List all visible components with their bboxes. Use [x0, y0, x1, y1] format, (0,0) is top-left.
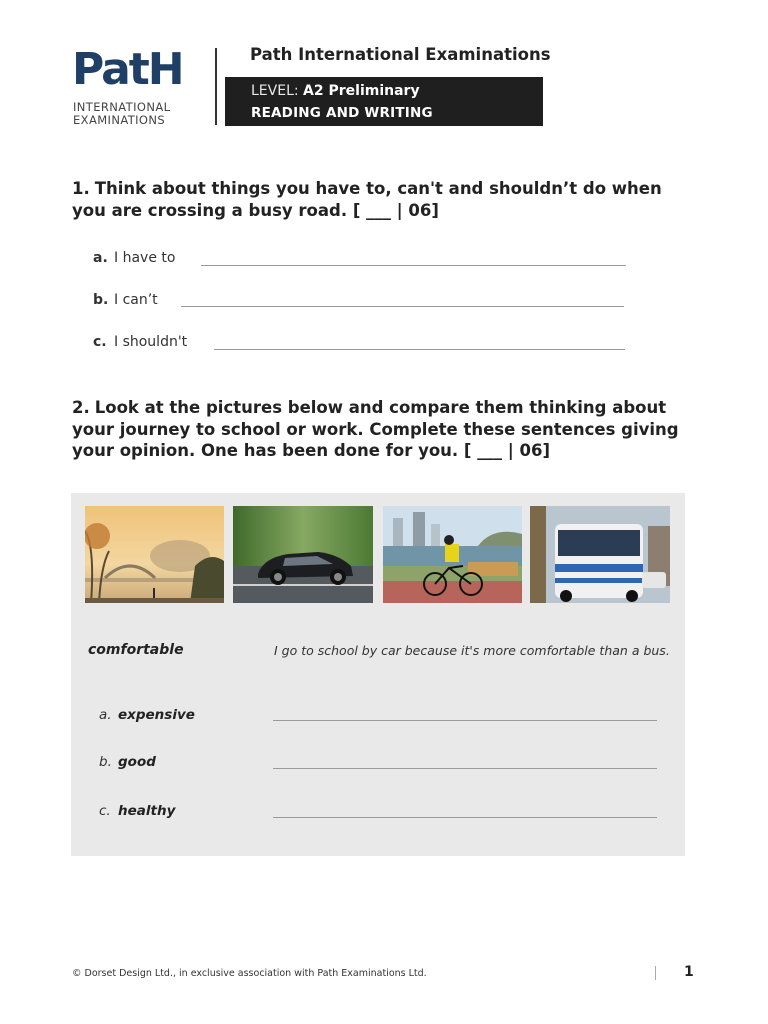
item-prompt: I have to [114, 250, 176, 266]
bicycle-photo [383, 506, 522, 603]
footer-copyright: © Dorset Design Ltd., in exclusive association with Path Examinations Ltd. [72, 968, 427, 979]
item-word: good [118, 754, 156, 770]
question-1-item-c [93, 334, 187, 350]
logo-sub-line-1: INTERNATIONAL [73, 100, 171, 114]
question-2-panel [71, 493, 685, 856]
item-letter: a. [99, 707, 112, 723]
level-banner [225, 77, 543, 126]
answer-line-1a[interactable] [201, 265, 626, 266]
logo-subtitle [73, 101, 170, 127]
question-1-text: Think about things you have to, can't and shouldn’t do when you are crossing a busy road. [ ___ | 06] [72, 179, 662, 220]
item-letter: b. [99, 754, 112, 770]
level-label: LEVEL: [251, 83, 299, 99]
bus-photo [530, 506, 670, 603]
header-divider [215, 48, 217, 125]
answer-line-2a[interactable] [273, 720, 657, 721]
item-letter: b. [93, 292, 109, 308]
logo-wordmark: PatH [72, 44, 183, 95]
item-letter: c. [99, 803, 111, 819]
level-value: A2 Preliminary [303, 83, 420, 99]
page-number: 1 [684, 964, 694, 980]
organization-name: Path International Examinations [250, 45, 551, 64]
item-letter: c. [93, 334, 107, 350]
example-word: comfortable [88, 642, 184, 658]
section-title: READING AND WRITING [251, 105, 433, 121]
logo-sub-line-2: EXAMINATIONS [73, 113, 166, 127]
answer-line-2b[interactable] [273, 768, 657, 769]
question-1-prompt [72, 178, 682, 221]
item-word: healthy [118, 803, 176, 819]
answer-line-1b[interactable] [181, 306, 624, 307]
answer-line-2c[interactable] [273, 817, 657, 818]
question-2-number: 2. [72, 398, 90, 417]
question-2-text: Look at the pictures below and compare them thinking about your journey to school or work. Complete these sentences giving your opinion. One has been done for you. [ ___ | 06] [72, 398, 679, 460]
item-word: expensive [118, 707, 195, 723]
car-photo [233, 506, 373, 603]
walking-photo [85, 506, 224, 603]
item-prompt: I shouldn't [114, 334, 188, 350]
item-prompt: I can’t [114, 292, 158, 308]
question-2-item-b [99, 754, 156, 770]
question-1-item-b [93, 292, 158, 308]
example-sentence: I go to school by car because it's more comfortable than a bus. [274, 643, 670, 658]
question-1-number: 1. [72, 179, 90, 198]
answer-line-1c[interactable] [214, 349, 625, 350]
question-1-item-a [93, 250, 175, 266]
level-line [251, 80, 543, 102]
question-2-item-c [99, 803, 175, 819]
item-letter: a. [93, 250, 108, 266]
footer-divider [655, 966, 656, 980]
question-2-item-a [99, 707, 195, 723]
question-2-prompt [72, 397, 682, 462]
path-logo [72, 46, 184, 128]
